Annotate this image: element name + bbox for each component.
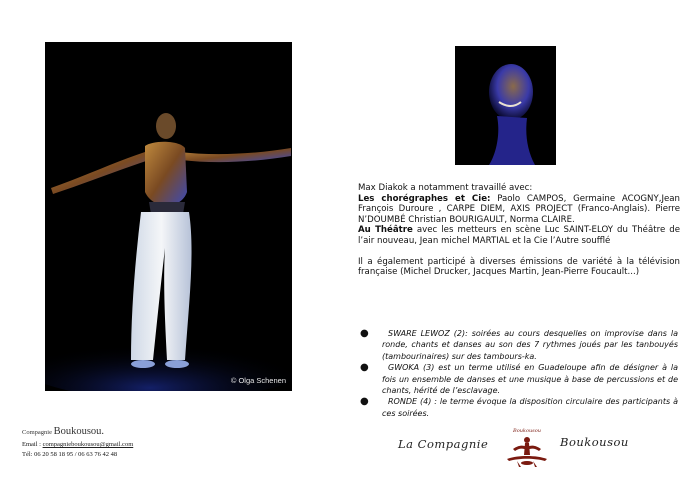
- logo-text-left: La Compagnie: [398, 437, 489, 451]
- theatre-text: avec les metteurs en scène Luc SAINT-ELOY du Théâtre de l’air nouveau, Jean michel MARTIAL et la Cie l’Autre soufflé: [358, 225, 681, 246]
- glossary-term: SWARE LEWOZ (2):: [388, 329, 468, 338]
- glossary-definition: : le terme évoque la disposition circulaire des participants à ces soirées.: [382, 397, 678, 418]
- company-name: [22, 426, 192, 437]
- company-prefix: Compagnie: [22, 429, 54, 436]
- bullet-icon: ●: [360, 396, 369, 408]
- bio-intro: Max Diakok a notamment travaillé avec:: [358, 183, 533, 193]
- email-label: Email :: [22, 441, 43, 448]
- photo-credit: © Olga Schenen: [230, 376, 286, 385]
- bio-section: [358, 183, 680, 278]
- glossary-definition: soirées au cours desquelles on improvise dans la ronde, chants et danses au son des 7 rythmes joués par les tanbouyés (tambourinaires) sur des tambours-ka.: [382, 329, 678, 361]
- telephone-line: Tél: 06 20 58 18 95 / 06 63 76 42 48: [22, 451, 118, 458]
- glossary-item: [360, 396, 678, 419]
- glossary-term: RONDE (4): [388, 397, 432, 407]
- glossary-term: GWOKA (3): [388, 363, 435, 373]
- portrait-photo: [455, 46, 556, 165]
- company-title: Boukousou.: [53, 426, 105, 437]
- bio-television: Il a également participé à diverses émissions de variété à la télévision française (Michel Drucker, Jacques Martin, Jean-Pierre Foucault...): [358, 256, 680, 278]
- bio-theatre: [358, 225, 680, 246]
- choreo-label: Les chorégraphes et Cie:: [358, 193, 491, 204]
- company-logo: [395, 425, 635, 469]
- bullet-icon: ●: [360, 362, 369, 374]
- logo-mark-icon: [499, 425, 555, 469]
- glossary-list: [360, 328, 678, 419]
- face-figure: [455, 46, 556, 165]
- email-link[interactable]: compagnieboukousou@gmail.com: [42, 441, 134, 448]
- choreo-text: Paolo CAMPOS, Germaine ACOGNY,Jean François Duroure , CARPE DIEM, AXIS PROJECT (Franco-Anglais). Pierre N’DOUMBÉ Christian BOURIGAULT, Norma CLAIRE.: [358, 193, 680, 225]
- email-line: [22, 441, 192, 448]
- dancer-figure: [45, 42, 292, 391]
- performance-photo: [45, 42, 292, 391]
- bio-choreographers: [358, 194, 680, 226]
- contact-block: [22, 426, 192, 458]
- glossary-item: [360, 328, 678, 362]
- theatre-label: Au Théâtre: [358, 225, 413, 236]
- glossary-definition: est un terme utilisé en Guadeloupe afin de désigner à la fois un ensemble de danses et une musique à base de percussions et de chants, hérité de l’esclavage.: [382, 363, 679, 396]
- bullet-icon: ●: [360, 328, 369, 339]
- logo-mark-text: Boukousou: [513, 428, 541, 434]
- logo-text-right: Boukousou: [560, 435, 629, 449]
- glossary-item: [360, 362, 678, 396]
